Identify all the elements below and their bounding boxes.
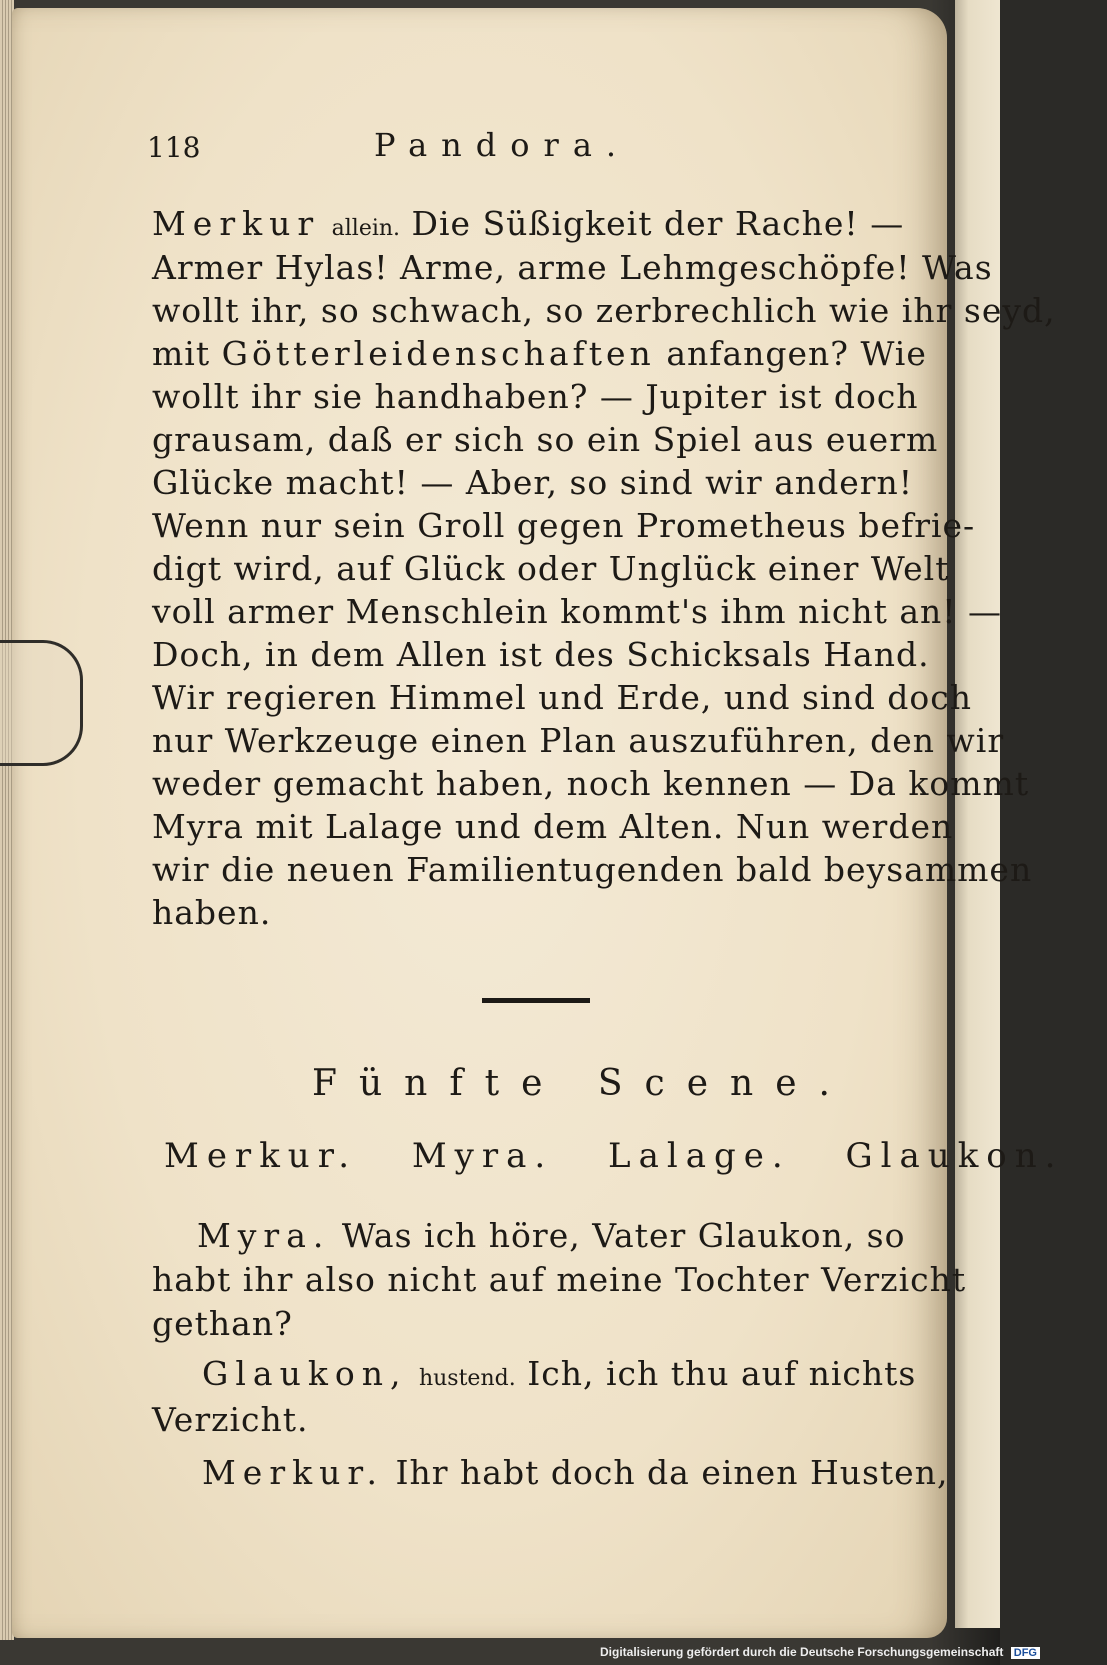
text-line: grausam, daß er sich so ein Spiel aus euerm [152, 420, 939, 459]
scene-heading: Fünfte Scene. [312, 1063, 852, 1104]
book-page [12, 8, 1064, 1638]
text-line: Myra. Was ich höre, Vater Glaukon, so [197, 1216, 906, 1255]
text-line: Wir regieren Himmel und Erde, und sind doch [152, 678, 973, 717]
text-line: mit Götterleidenschaften anfangen? Wie [152, 334, 927, 373]
speaker-name: Merkur [152, 204, 321, 243]
digitization-credit: Digitalisierung gefördert durch die Deutsche Forschungsgemeinschaft DFG [600, 1645, 1040, 1659]
character-list [164, 1136, 1107, 1176]
text-line: Verzicht. [152, 1400, 309, 1439]
page-number: 118 [147, 131, 201, 164]
book-clamp [0, 640, 83, 766]
text-line: Merkur. Ihr habt doch da einen Husten, [202, 1453, 949, 1492]
text-line: Wenn nur sein Groll gegen Prometheus befrie- [152, 506, 976, 545]
character-name: Glaukon. [845, 1136, 1064, 1176]
text-line: voll armer Menschlein kommt's ihm nicht an! — [152, 592, 1003, 631]
text-line: wollt ihr, so schwach, so zerbrechlich wie ihr seyd, [152, 291, 1056, 330]
stage-direction: hustend. [418, 1366, 516, 1391]
text-line: Glaukon, hustend. Ich, ich thu auf nichts [202, 1354, 917, 1393]
section-divider [482, 998, 590, 1003]
dfg-logo: DFG [1011, 1647, 1040, 1659]
text-line: Myra mit Lalage und dem Alten. Nun werden [152, 807, 954, 846]
text-line: habt ihr also nicht auf meine Tochter Verzicht [152, 1260, 967, 1299]
text-line: Doch, in dem Allen ist des Schicksals Hand. [152, 635, 930, 674]
text-line: weder gemacht haben, noch kennen — Da kommt [152, 764, 1030, 803]
text-line: Armer Hylas! Arme, arme Lehmgeschöpfe! Was [152, 248, 993, 287]
text-line: digt wird, auf Glück oder Unglück einer Welt [152, 549, 950, 588]
speaker-name: Glaukon, [202, 1354, 408, 1393]
character-name: Myra. [411, 1136, 554, 1176]
facing-page-edge [955, 0, 1000, 1628]
text-line: Glücke macht! — Aber, so sind wir andern! [152, 463, 914, 502]
stage-direction: allein. [331, 216, 401, 241]
character-name: Lalage. [608, 1136, 791, 1176]
text-line: wir die neuen Familientugenden bald beysammen [152, 850, 1033, 889]
speaker-name: Merkur. [202, 1453, 384, 1492]
text-line: haben. [152, 893, 272, 932]
running-title: Pandora. [374, 126, 631, 164]
text-line: nur Werkzeuge einen Plan auszuführen, den wir [152, 721, 1005, 760]
text-line: gethan? [152, 1304, 293, 1343]
speaker-name: Myra. [197, 1216, 331, 1255]
character-name: Merkur. [164, 1136, 358, 1176]
text-line: wollt ihr sie handhaben? — Jupiter ist doch [152, 377, 919, 416]
text-line: Merkur allein. Die Süßigkeit der Rache! — [152, 204, 905, 243]
